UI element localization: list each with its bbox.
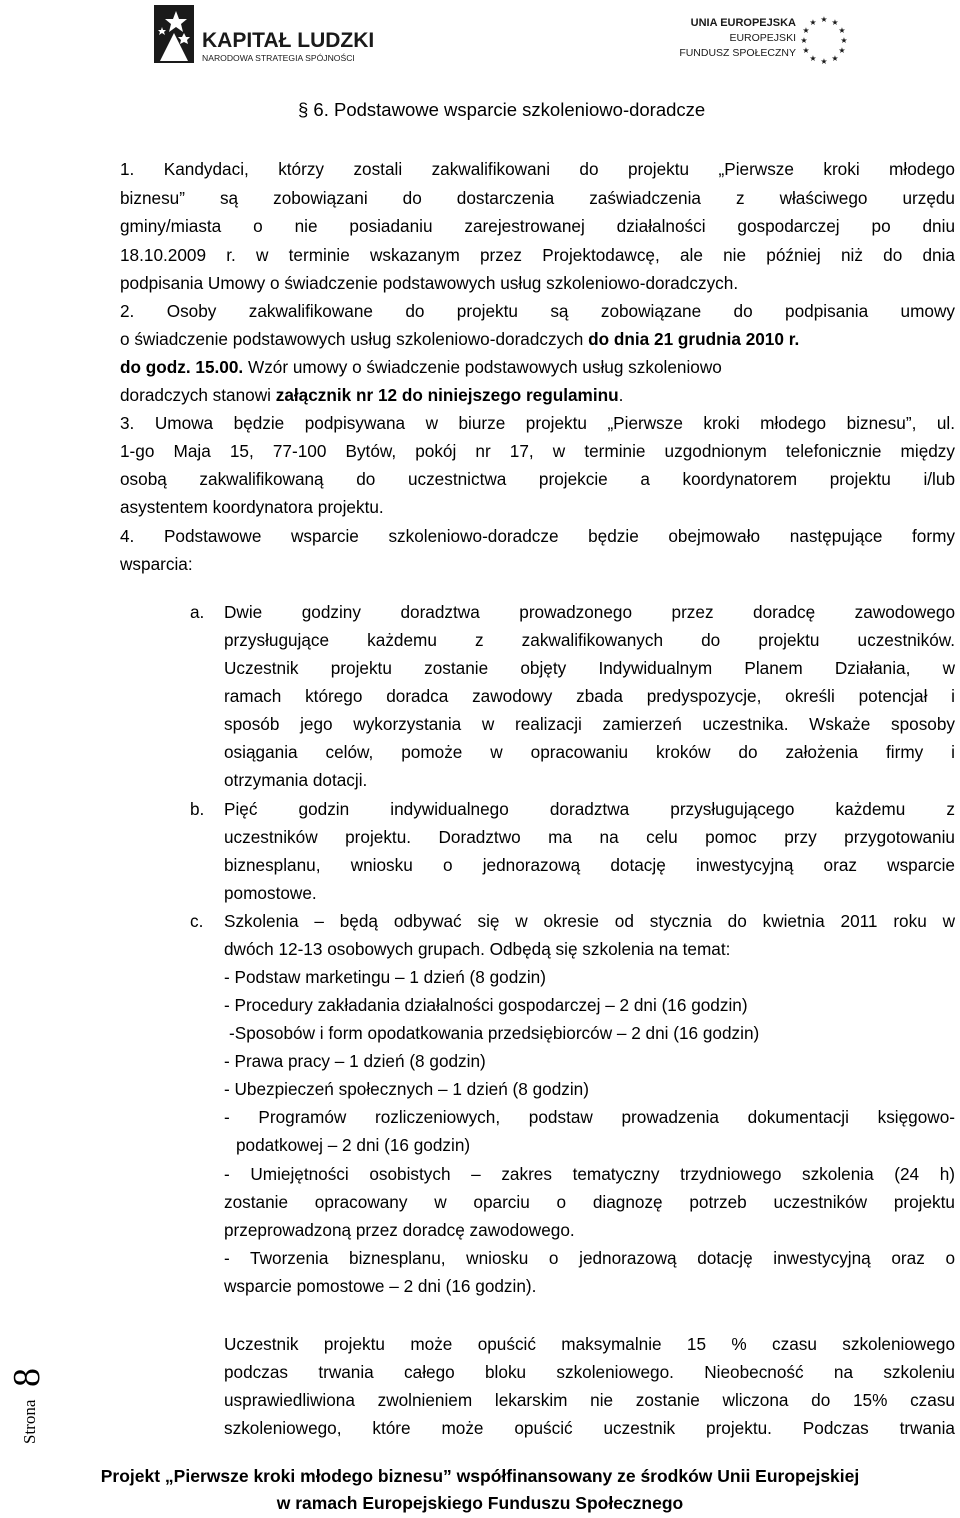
text-line: 1. Kandydaci, którzy zostali zakwalifikowani do projektu „Pierwsze kroki młodego — [120, 159, 955, 179]
text-line: usprawiedliwiona zwolnieniem lekarskim nie zostanie wliczona do 15% czasu — [224, 1390, 955, 1410]
text-line: biznesplanu, wniosku o jednorazową dotację inwestycyjną oraz wsparcie — [224, 855, 955, 875]
training-topic: - Tworzenia biznesplanu, wniosku o jednorazową dotację inwestycyjną oraz o — [224, 1248, 955, 1268]
list-marker: c. — [190, 911, 204, 931]
list-marker: a. — [190, 602, 205, 622]
svg-text:UNIA EUROPEJSKA: UNIA EUROPEJSKA — [690, 17, 796, 29]
text-line: przysługujące każdemu z zakwalifikowanych do projektu uczestników. — [224, 630, 955, 650]
page-number: 8 — [6, 1368, 48, 1387]
training-topic: - Procedury zakładania działalności gospodarczej – 2 dni (16 godzin) — [224, 995, 748, 1015]
training-topic: - Programów rozliczeniowych, podstaw prowadzenia dokumentacji księgowo- — [224, 1107, 955, 1127]
svg-text:EUROPEJSKI: EUROPEJSKI — [729, 32, 796, 44]
text-segment: o świadczenie podstawowych usług szkoleniowo-doradczych — [120, 329, 589, 349]
text-segment: Wzór umowy o świadczenie podstawowych usług szkoleniowo — [243, 357, 722, 377]
text-line: otrzymania dotacji. — [224, 770, 368, 790]
list-marker: b. — [190, 799, 205, 819]
training-topic: -Sposobów i form opodatkowania przedsiębiorców – 2 dni (16 godzin) — [229, 1023, 760, 1043]
text-line: wsparcia: — [120, 554, 193, 574]
svg-text:KAPITAŁ LUDZKI: KAPITAŁ LUDZKI — [202, 29, 375, 52]
svg-text:★: ★ — [840, 36, 848, 45]
text-line: asystentem koordynatora projektu. — [120, 497, 384, 517]
section-title: § 6. Podstawowe wsparcie szkoleniowo-doradcze — [298, 99, 706, 120]
text-line: 1-go Maja 15, 77-100 Bytów, pokój nr 17, w terminie uzgodnionym telefonicznie między — [120, 441, 955, 461]
text-line — [120, 355, 722, 379]
footer-line: Projekt „Pierwsze kroki młodego biznesu” współfinansowany ze środków Unii Europejskiej — [100, 1466, 860, 1486]
training-topic: - Umiejętności osobistych – zakres tematyczny trzydniowego szkolenia (24 h) — [224, 1164, 955, 1184]
svg-text:★: ★ — [831, 54, 839, 63]
deadline-date: do dnia 21 grudnia 2010 r. — [588, 329, 800, 349]
svg-text:★: ★ — [820, 57, 828, 66]
text-line: zostanie opracowany w oparciu o diagnozę potrzeb uczestników projektu — [224, 1192, 955, 1212]
text-line: Pięć godzin indywidualnego doradztwa przysługującego każdemu z — [224, 799, 955, 819]
text-line: podpisania Umowy o świadczenie podstawowych usług szkoleniowo-doradczych. — [120, 273, 739, 293]
text-line: szkoleniowego, które może opuścić uczestnik projektu. Podczas trwania — [224, 1418, 955, 1438]
text-line: osobą zakwalifikowaną do uczestnictwa projekcie a koordynatorem projektu i/lub — [120, 469, 955, 489]
svg-text:NARODOWA STRATEGIA SPÓJNOŚCI: NARODOWA STRATEGIA SPÓJNOŚCI — [202, 53, 355, 63]
svg-text:★: ★ — [831, 18, 839, 27]
svg-text:★: ★ — [838, 26, 846, 35]
page-label: Strona — [20, 1399, 39, 1444]
svg-text:★: ★ — [809, 18, 817, 27]
text-line: 4. Podstawowe wsparcie szkoleniowo-doradcze będzie obejmowało następujące formy — [120, 526, 955, 546]
text-line: Uczestnik projektu może opuścić maksymalnie 15 % czasu szkoleniowego — [224, 1334, 955, 1354]
text-line — [120, 327, 799, 351]
text-line: 2. Osoby zakwalifikowane do projektu są zobowiązane do podpisania umowy — [120, 301, 955, 321]
text-line: podczas trwania całego bloku szkoleniowego. Nieobecność na szkoleniu — [224, 1362, 955, 1382]
text-line — [120, 383, 623, 407]
text-line: uczestników projektu. Doradztwo ma na celu pomoc przy przygotowaniu — [224, 827, 955, 847]
svg-text:★: ★ — [800, 36, 808, 45]
svg-text:★: ★ — [838, 46, 846, 55]
text-line: ramach którego doradca zawodowy zbada predyspozycje, określi potencjał i — [224, 686, 955, 706]
svg-text:★: ★ — [802, 46, 810, 55]
text-line: pomostowe. — [224, 883, 317, 903]
training-topic: - Podstaw marketingu – 1 dzień (8 godzin) — [224, 967, 546, 987]
text-line: Uczestnik projektu zostanie objęty Indywidualnym Planem Działania, w — [224, 658, 955, 678]
text-line: Dwie godziny doradztwa prowadzonego przez doradcę zawodowego — [224, 602, 955, 622]
attachment-reference: załącznik nr 12 do niniejszego regulaminu — [275, 385, 619, 405]
text-line: Szkolenia – będą odbywać się w okresie od stycznia do kwietnia 2011 roku w — [224, 911, 955, 931]
svg-text:FUNDUSZ SPOŁECZNY: FUNDUSZ SPOŁECZNY — [679, 47, 796, 59]
text-line: 3. Umowa będzie podpisywana w biurze projektu „Pierwsze kroki młodego biznesu”, ul. — [120, 413, 955, 433]
text-line: biznesu” są zobowiązani do dostarczenia zaświadczenia z właściwego urzędu — [120, 188, 955, 208]
text-line: podatkowej – 2 dni (16 godzin) — [236, 1135, 471, 1155]
svg-text:★: ★ — [802, 26, 810, 35]
text-line: gminy/miasta o nie posiadaniu zarejestrowanej działalności gospodarczej po dniu — [120, 216, 955, 236]
training-topic: - Ubezpieczeń społecznych – 1 dzień (8 godzin) — [224, 1079, 589, 1099]
footer-line: w ramach Europejskiego Funduszu Społecznego — [276, 1493, 684, 1513]
page-number-sidebar — [4, 1353, 48, 1445]
training-topic: - Prawa pracy – 1 dzień (8 godzin) — [224, 1051, 486, 1071]
text-line: wsparcie pomostowe – 2 dni (16 godzin). — [224, 1276, 537, 1296]
text-line: dwóch 12-13 osobowych grupach. Odbędą się szkolenia na temat: — [224, 939, 731, 959]
text-line: sposób jego wykorzystania w realizacji zamierzeń uczestnika. Wskaże sposoby — [224, 714, 955, 734]
text-line: 18.10.2009 r. w terminie wskazanym przez Projektodawcę, ale nie później niż do dnia — [120, 245, 955, 265]
svg-text:★: ★ — [809, 54, 817, 63]
text-segment: doradczych stanowi — [120, 385, 276, 405]
svg-text:★: ★ — [820, 15, 828, 24]
deadline-time: do godz. 15.00. — [120, 357, 244, 377]
text-line: osiągania celów, pomoże w opracowaniu kroków do założenia firmy i — [224, 742, 955, 762]
eu-efs-logo — [679, 14, 960, 66]
text-segment: . — [618, 385, 624, 405]
kapital-ludzki-logo — [154, 3, 384, 67]
text-line: przeprowadzoną przez doradcę zawodowego. — [224, 1220, 575, 1240]
